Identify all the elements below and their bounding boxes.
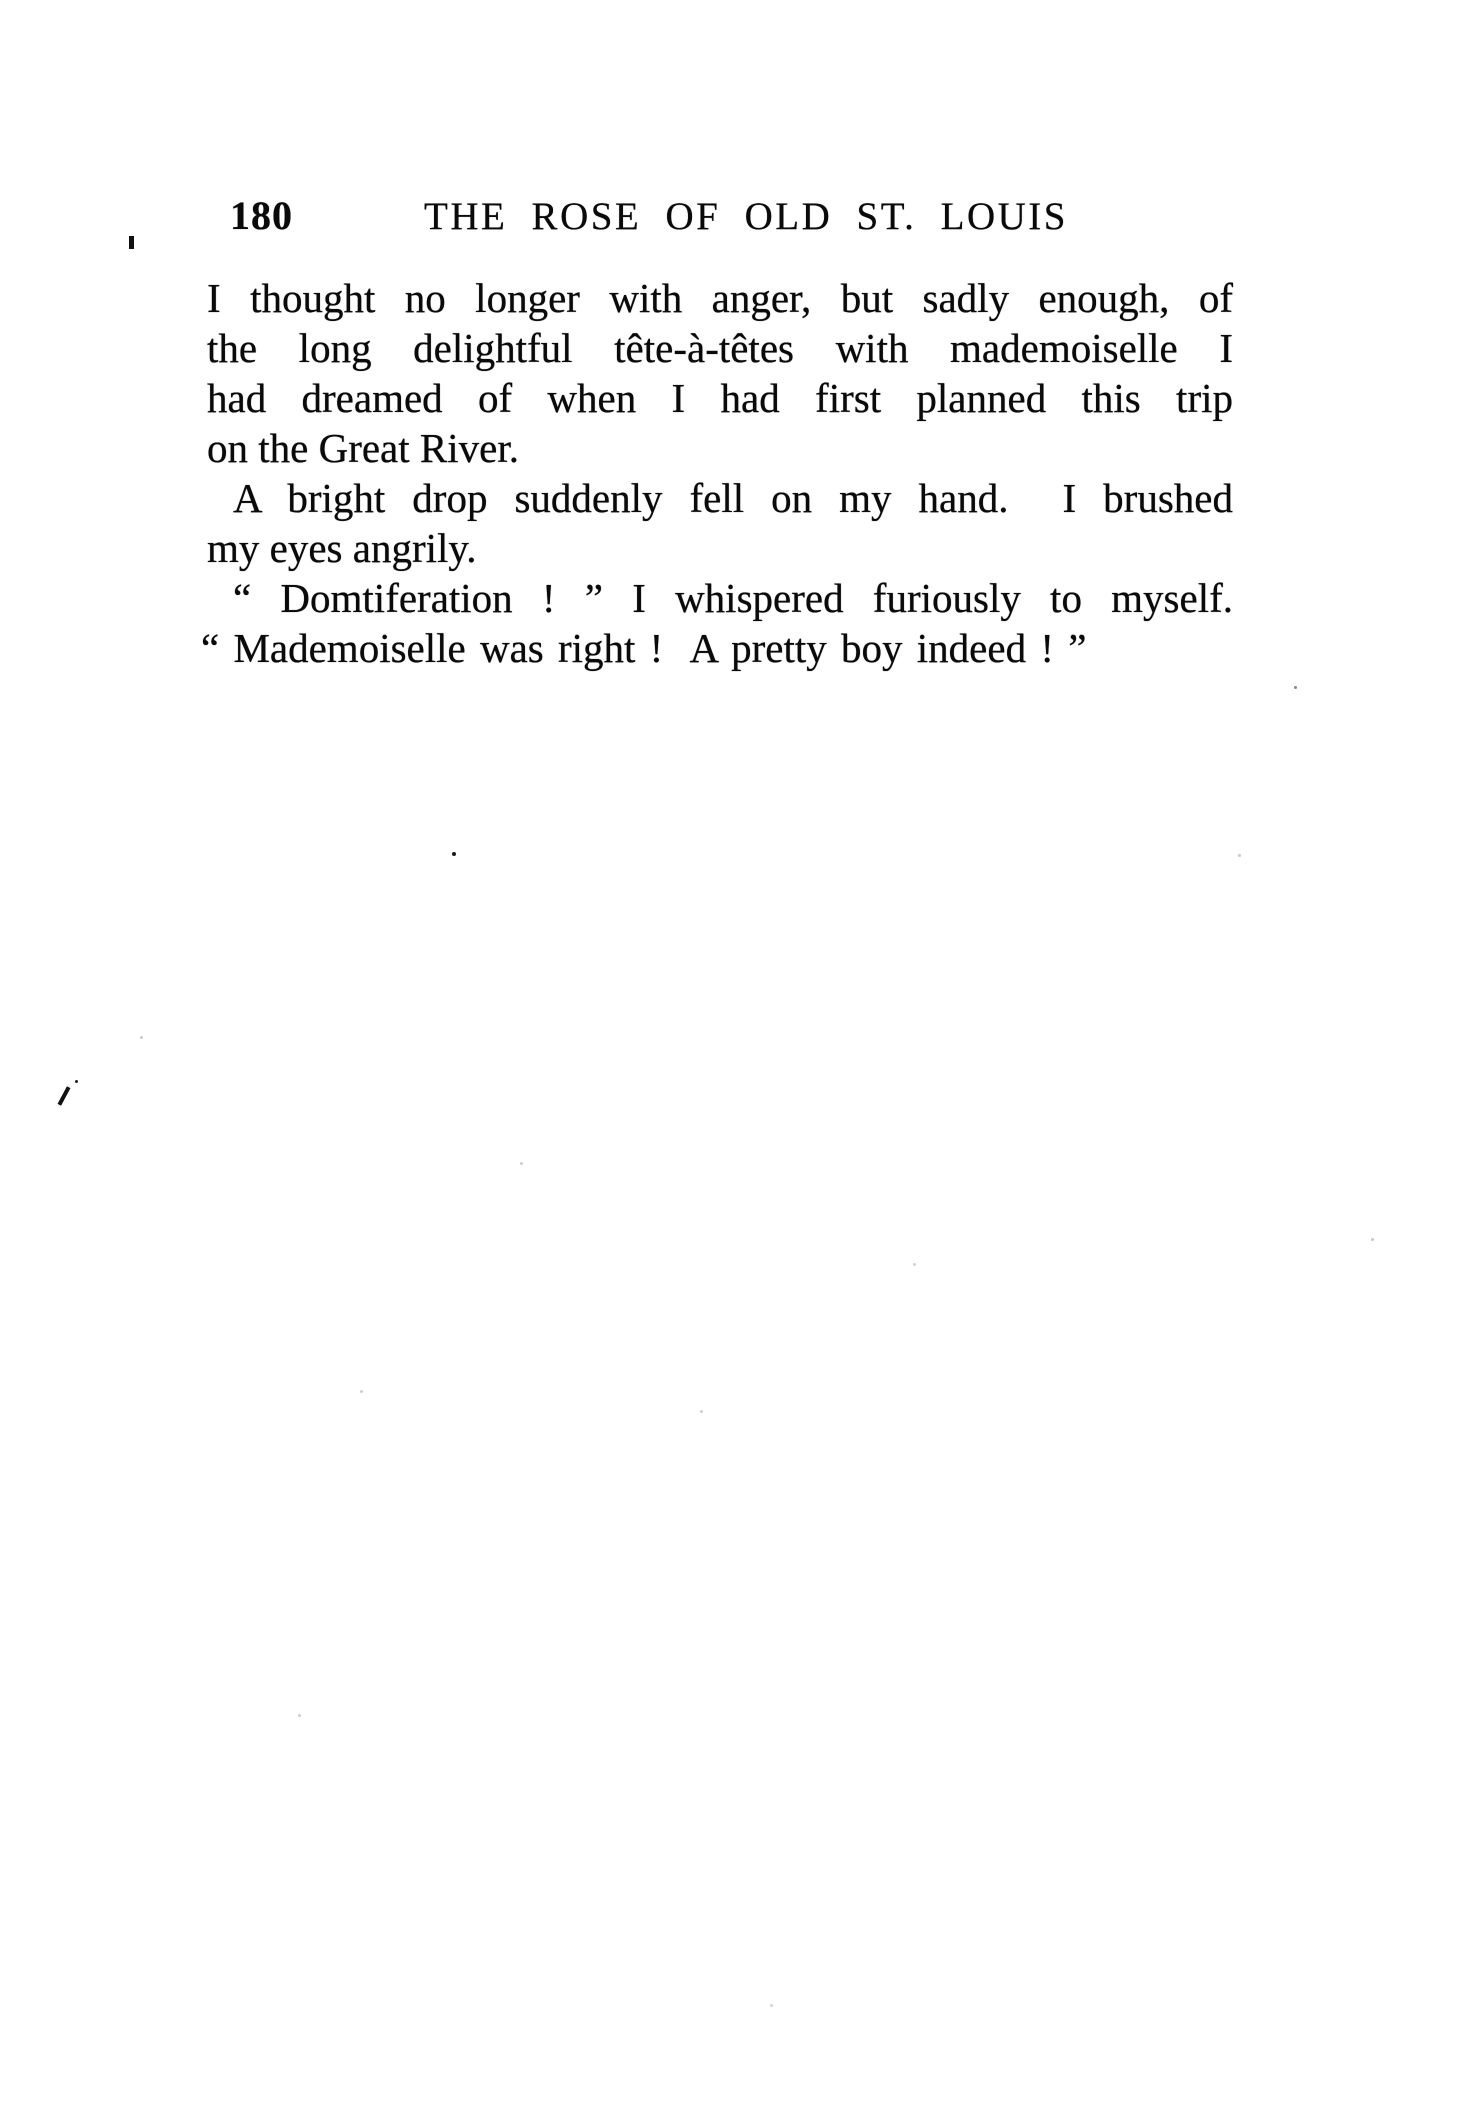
faint-dot	[1294, 686, 1297, 689]
faint-dot	[1371, 1238, 1374, 1241]
running-header-title: THE ROSE OF OLD ST. LOUIS	[424, 195, 1068, 238]
text-line: had dreamed of when I had first planned this trip	[207, 375, 1233, 421]
margin-slash-mark	[58, 1086, 71, 1106]
page-number: 180	[230, 193, 293, 238]
faint-dot	[140, 1036, 143, 1039]
faint-dot	[298, 1714, 301, 1717]
faint-dot	[520, 1162, 523, 1165]
ink-dot	[452, 852, 456, 856]
text-line: I thought no longer with anger, but sadly enough, of	[207, 275, 1233, 321]
text-line: “ Domtiferation ! ” I whispered furiously to myself.	[233, 575, 1233, 621]
text-line: A bright drop suddenly fell on my hand. I brushed	[233, 475, 1233, 521]
faint-dot	[770, 2004, 773, 2007]
text-line: on the Great River.	[207, 425, 519, 471]
page-text-block	[201, 273, 1233, 673]
text-line: my eyes angrily.	[207, 525, 477, 571]
faint-dot	[913, 1263, 916, 1266]
faint-dot	[1238, 854, 1241, 857]
faint-dot	[360, 1390, 363, 1393]
margin-dot	[75, 1080, 78, 1083]
ink-speck	[129, 236, 134, 249]
text-line: the long delightful tête-à-têtes with mademoiselle I	[207, 325, 1233, 371]
text-line: “ Mademoiselle was right ! A pretty boy indeed ! ”	[201, 625, 1087, 671]
faint-dot	[700, 1410, 703, 1413]
